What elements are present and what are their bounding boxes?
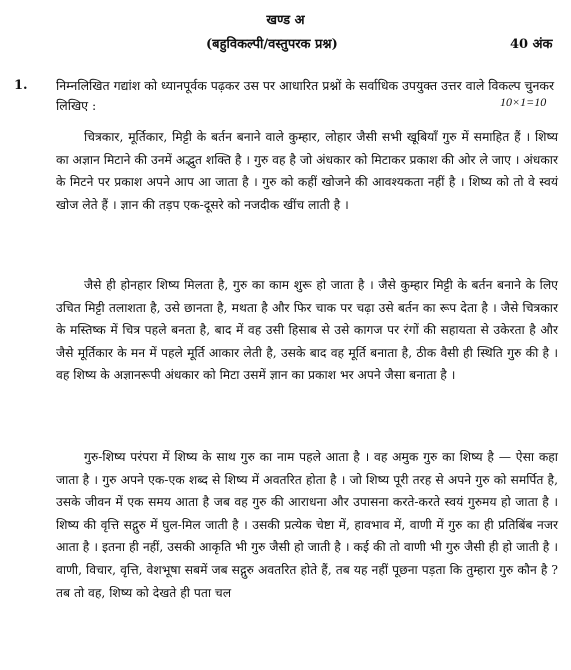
marks-formula: 10×1=10 xyxy=(500,95,547,109)
passage-paragraph-1: चित्रकार, मूर्तिकार, मिट्टी के बर्तन बनाने वाले कुम्हार, लोहार जैसी सभी खूबियाँ गुरु में समाहित हैं । शिष्य का अज्ञान मिटाने की उनमें अद्भुत शक्ति है । गुरु वह है जो अंधकार को मिटाकर प्रकाश की ओर ले जाए । अंधकार के मिटने पर प्रकाश अपने आप आ जाता है । गुरु को कहीं खोजने की आवश्यकता नहीं है । शिष्य को तो वे स्वयं खोज लेते हैं । ज्ञान की तड़प एक-दूसरे को नजदीक खींच लाती है । xyxy=(56,130,558,212)
passage-paragraph-3: गुरु-शिष्य परंपरा में शिष्य के साथ गुरु का नाम पहले आता है । वह अमुक गुरु का शिष्य है — ऐसा कहा जाता है । गुरु अपने एक-एक शब्द से शिष्य में अवतरित होता है । जो शिष्य पूरी तरह से अपने गुरु को समर्पित है, उसके जीवन में एक समय आता है जब वह गुरु की आराधना और उपासना करते-करते स्वयं गुरुमय हो जाता है । शिष्य की वृत्ति सद्गुरु में घुल-मिल जाती है । उसकी प्रत्येक चेष्टा में, हावभाव में, वाणी में गुरु का ही प्रतिबिंब नजर आता है । इतना ही नहीं, उसकी आकृति भी गुरु जैसी हो जाती है । कई की तो वाणी भी गुरु जैसी ही हो जाती है । वाणी, विचार, वृत्ति, वेशभूषा सबमें जब सद्गुरु अवतरित होते हैं, तब यह नहीं पूछना पड़ता कि तुम्हारा गुरु कौन है ? तब तो वह, शिष्य को देखते ही पता चल xyxy=(56,450,558,600)
section-title: खण्ड अ xyxy=(266,13,305,28)
section-subheading: (बहुविकल्पी/वस्तुपरक प्रश्न) xyxy=(206,37,338,52)
question-number: 1. xyxy=(14,78,28,93)
question-instruction: निम्नलिखित गद्यांश को ध्यानपूर्वक पढ़कर उस पर आधारित प्रश्नों के सर्वाधिक उपयुक्त उत्तर वाले विकल्प चुनकर लिखिए : xyxy=(56,78,555,113)
section-marks: 40 अंक xyxy=(510,37,553,52)
passage-paragraph-2: जैसे ही होनहार शिष्य मिलता है, गुरु का काम शुरू हो जाता है । जैसे कुम्हार मिट्टी के बर्तन बनाने के लिए उचित मिट्टी तलाशता है, उसे छानता है, मथता है और फिर चाक पर चढ़ा उसे बर्तन का रूप देता है । जैसे चित्रकार के मस्तिष्क में चित्र पहले बनता है, बाद में वह उसी हिसाब से उसे कागज पर रंगों की सहायता से उकेरता है और जैसे मूर्तिकार के मन में पहले मूर्ति आकार लेती है, उसके बाद वह मूर्ति बनाता है, ठीक वैसी ही स्थिति गुरु की है । वह शिष्य के अज्ञानरूपी अंधकार को मिटा उसमें ज्ञान का प्रकाश भर अपने जैसा बनाता है । xyxy=(56,278,558,383)
subheading-row xyxy=(0,34,571,54)
